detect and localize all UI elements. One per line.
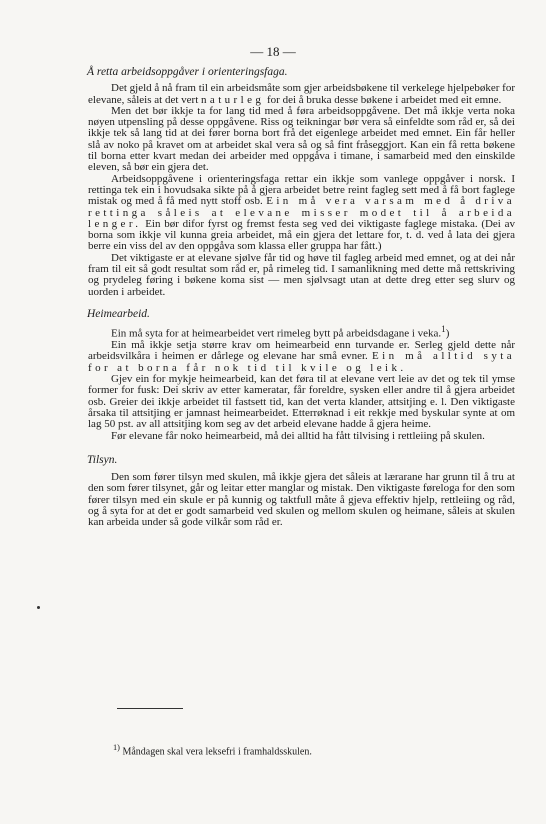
section-heading-retta: Å retta arbeidsoppgåver i orienteringsfaga.	[87, 66, 288, 78]
paragraph-text: Det gjeld å nå fram til ein arbeidsmåte som gjer arbeidsbøkene til verkelege hjelpebøker for elevane, såleis at det vert	[88, 82, 515, 106]
page-number: — 18 —	[250, 44, 296, 59]
paragraph	[88, 324, 515, 340]
paragraph-text: Ein må ikkje setja større krav om heimearbeid enn turvande er. Serleg gjeld dette når arbeidsvilkåra i heimen er dårlege og elevane har små evner.	[88, 339, 515, 363]
paragraph: Det viktigaste er at elevane sjølve får tid og høve til fagleg arbeid med emnet, og at dei når fram til eit så godt resultat som råd er, på rimeleg tid. I samanlikning med dette må rettskriving og prydeleg føring i bøkene koma sist — men sjølvsagt utan at dette dreg etter seg slurv og uorden i arbeidet.	[88, 251, 515, 298]
section-heading-heimearbeid: Heimearbeid.	[87, 307, 150, 320]
paragraph: Men det bør ikkje ta for lang tid med å føra arbeidsoppgåvene. Det må ikkje verta noka nøyen utpensling på desse oppgåvene. Riss og teikningar bør vera så einfeldte som råd er, så dei ikkje tek så lang tid at dei fører borna bort frå det eigenlege arbeidet med emnet. Ein får heller slå av noko på kravet om at arbeidet skal vera så og så fint fråseggjort. Kan ein få retta bøkene til borna etter kvart medan dei arbeider med oppgåva i timane, i samarbeid med den einskilde eleven, så bør ein gjera det.	[88, 104, 515, 174]
paragraph	[88, 174, 515, 253]
section-heading-tilsyn: Tilsyn.	[87, 453, 118, 466]
spaced-emphasis: Ein må vera varsam med å driva rettinga såleis at elevane misser modet til å arbeida lenger.	[88, 195, 515, 230]
paragraph-text: Ein bør difor fyrst og fremst festa seg ved dei viktigaste faglege mistaka. (Dei av borna som ikkje vil kunna greia arbeidet, må ein gjera det lettare for, t. d. ved å lata dei gjera berre ein viss del av den oppgåva som klassa eller gruppa har fått.)	[88, 217, 515, 253]
document-body	[88, 67, 515, 529]
paragraph-text: Ein må syta for at heimearbeidet vert rimeleg bytt på arbeidsdagane i veka.	[111, 327, 442, 340]
paragraph-text: Arbeidsoppgåvene i orienteringsfaga rettar ein ikkje som vanlege oppgåver i norsk. I rettinga tek ein i hovudsaka sikte på å gjera arbeidet betre reint fagleg sett med å få bort faglege mistak og med å få med nytt stoff osb.	[88, 172, 515, 208]
footnote	[113, 743, 312, 757]
paragraph	[88, 340, 515, 374]
paragraph-text: )	[445, 327, 450, 340]
spaced-emphasis: Ein må alltid syta for at borna får nok tid til kvile og leik.	[88, 350, 516, 374]
paragraph	[88, 83, 515, 106]
footnote-text: Måndagen skal vera leksefri i framhaldsskulen.	[122, 746, 312, 758]
footnote-rule	[117, 708, 183, 709]
margin-dot	[37, 606, 40, 609]
footnote-mark: 1)	[113, 743, 120, 752]
paragraph-text: for dei å bruka desse bøkene i arbeidet med eit emne.	[267, 93, 502, 106]
paragraph: Før elevane får noko heimearbeid, må dei alltid ha fått tilvising i rettleiing på skulen.	[111, 429, 485, 442]
footnote-ref: 1	[441, 324, 446, 335]
spaced-emphasis: naturleg	[201, 93, 265, 106]
paragraph: Gjev ein for mykje heimearbeid, kan det føra til at elevane vert leie av det og tek til ymse former for fusk: Dei skriv av etter kameratar, får foreldre, sysken eller andre til å gjera arbeidet osb. Greier dei ikkje arbeidet til fastsett tid, kan det verta klander, attsitjing e. l. Den viktigaste årsaka til attsitjing er jamnast heimearbeidet. Etterrøknad i eit rekkje med byskular synte at om lag 50 pst. av all attsitjing kom seg av det arbeid elevane hadde å gjera heime.	[88, 373, 515, 431]
paragraph: Den som fører tilsyn med skulen, må ikkje gjera det såleis at lærarane har grunn til å tru at den som fører tilsynet, går og leitar etter manglar og mistak. Den viktigaste føreloga for den som fører tilsyn med ein skule er på kunnig og taktfull måte å gjeva effektiv hjelp, rettleiing og råd, og å syta for at det er godt samarbeid ved skulen og mellom skulen og heimane, såleis at skulen kan arbeida under så gode vilkår som råd er.	[88, 471, 515, 529]
